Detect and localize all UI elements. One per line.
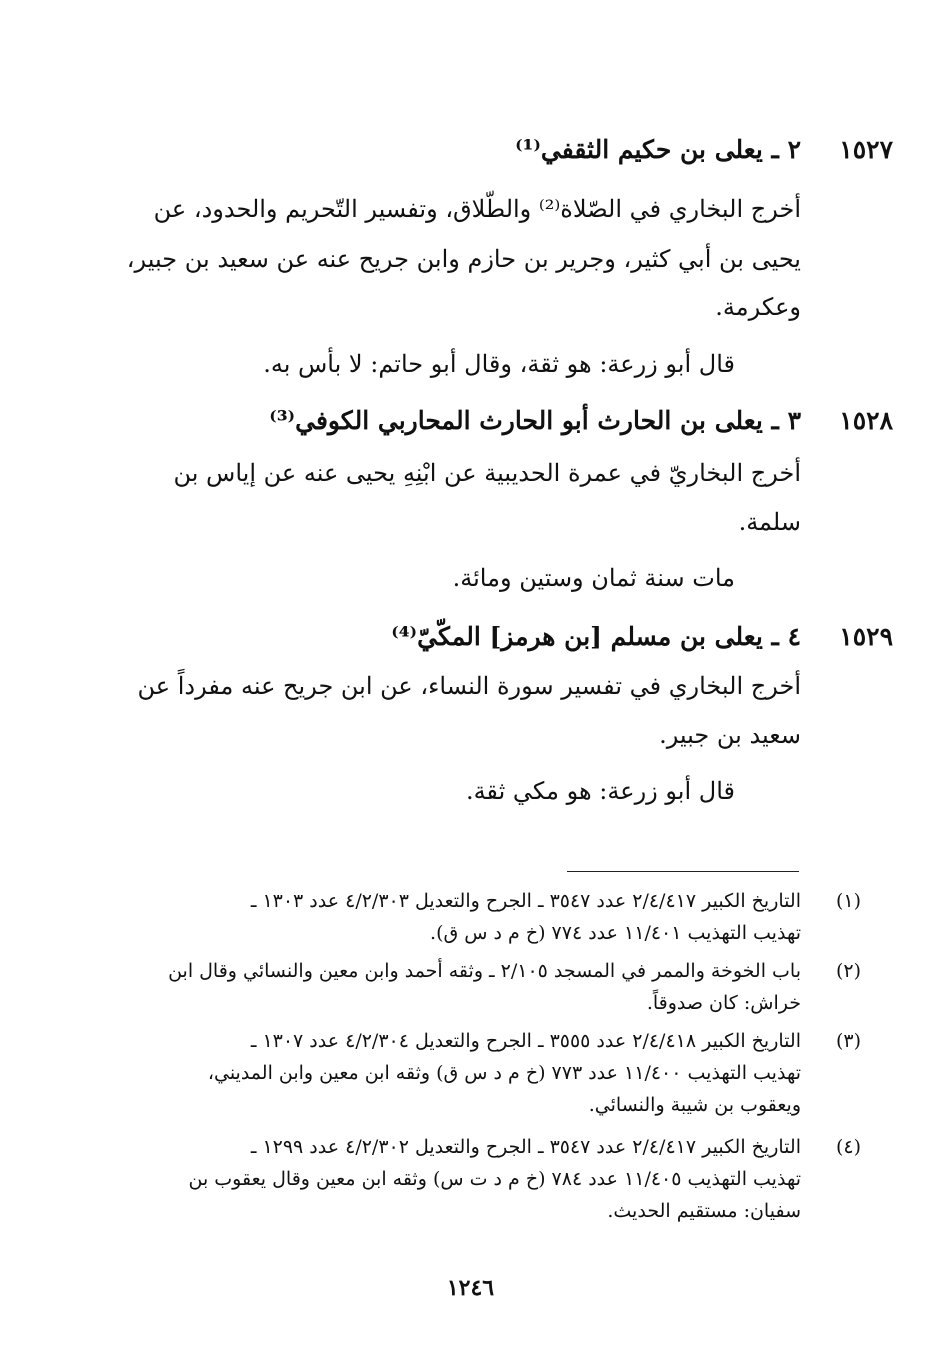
- body-line: أخرج البخاري في تفسير سورة النساء، عن ابن جريح عنه مفرداً عن: [137, 672, 801, 700]
- entry-heading-1527: [101, 135, 893, 164]
- footnote-label: (١): [835, 890, 861, 912]
- footnote-line: التاريخ الكبير ٢/٤/٤١٧ عدد ٣٥٤٧ ـ الجرح والتعديل ٤/٢/٣٠٢ عدد ١٢٩٩ ـ: [250, 1136, 801, 1158]
- entry-heading-1528: [101, 406, 893, 435]
- entry-number: ١٥٢٨: [839, 406, 893, 435]
- body-line: سلمة.: [738, 508, 801, 536]
- entry-number: ١٥٢٩: [839, 622, 893, 651]
- footnote-label: (٤): [835, 1136, 861, 1158]
- body-line: مات سنة ثمان وستين ومائة.: [452, 564, 735, 592]
- footnote-line: ويعقوب بن شيبة والنسائي.: [588, 1094, 801, 1116]
- entry-title: ٤ ـ يعلى بن مسلم [بن هرمز] المكّيّ⁽⁴⁾: [391, 622, 801, 651]
- footnote-separator: [567, 871, 799, 872]
- body-line: أخرج البخاريّ في عمرة الحديبية عن ابْنِهِ يحيى عنه عن إياس بن: [173, 459, 801, 487]
- entry-title: ٢ ـ يعلى بن حكيم الثقفي⁽¹⁾: [515, 135, 801, 164]
- footnote-label: (٢): [835, 960, 861, 982]
- footnote-line: التاريخ الكبير ٢/٤/٤١٨ عدد ٣٥٥٥ ـ الجرح والتعديل ٤/٢/٣٠٤ عدد ١٣٠٧ ـ: [250, 1030, 801, 1052]
- footnote-line: سفيان: مستقيم الحديث.: [607, 1200, 801, 1222]
- footnote-line: باب الخوخة والممر في المسجد ٢/١٠٥ ـ وثقه أحمد وابن معين والنسائي وقال ابن: [168, 960, 801, 982]
- footnote-1: [141, 888, 861, 946]
- footnote-line: خراش: كان صدوقاً.: [646, 992, 801, 1014]
- entry-number: ١٥٢٧: [839, 135, 893, 164]
- footnote-label: (٣): [835, 1030, 861, 1052]
- footnote-line: تهذيب التهذيب ١١/٤٠١ عدد ٧٧٤ (خ م د س ق).: [430, 922, 801, 944]
- footnote-3: [141, 1028, 861, 1118]
- body-line: يحيى بن أبي كثير، وجرير بن حازم وابن جريح عنه عن سعيد بن جبير،: [126, 245, 801, 273]
- page-number: ١٢٤٦: [446, 1275, 495, 1301]
- body-line: قال أبو زرعة: هو مكي ثقة.: [465, 777, 735, 805]
- footnote-4: [141, 1134, 861, 1224]
- body-line: قال أبو زرعة: هو ثقة، وقال أبو حاتم: لا بأس به.: [263, 350, 735, 378]
- entry-title: ٣ ـ يعلى بن الحارث أبو الحارث المحاربي الكوفي⁽³⁾: [269, 406, 801, 435]
- entry-heading-1529: [101, 622, 893, 651]
- footnote-line: تهذيب التهذيب ١١/٤٠٠ عدد ٧٧٣ (خ م د س ق) وثقه ابن معين وابن المديني،: [207, 1062, 801, 1084]
- footnote-line: التاريخ الكبير ٢/٤/٤١٧ عدد ٣٥٤٧ ـ الجرح والتعديل ٤/٢/٣٠٣ عدد ١٣٠٣ ـ: [250, 890, 801, 912]
- footnote-2: [141, 958, 861, 1016]
- footnote-line: تهذيب التهذيب ١١/٤٠٥ عدد ٧٨٤ (خ م د ت س) وثقه ابن معين وقال يعقوب بن: [188, 1168, 801, 1190]
- body-line: سعيد بن جبير.: [659, 721, 801, 749]
- body-line: وعكرمة.: [715, 293, 801, 321]
- body-line: أخرج البخاري في الصّلاة⁽²⁾ والطّلاق، وتفسير التّحريم والحدود، عن: [153, 195, 801, 223]
